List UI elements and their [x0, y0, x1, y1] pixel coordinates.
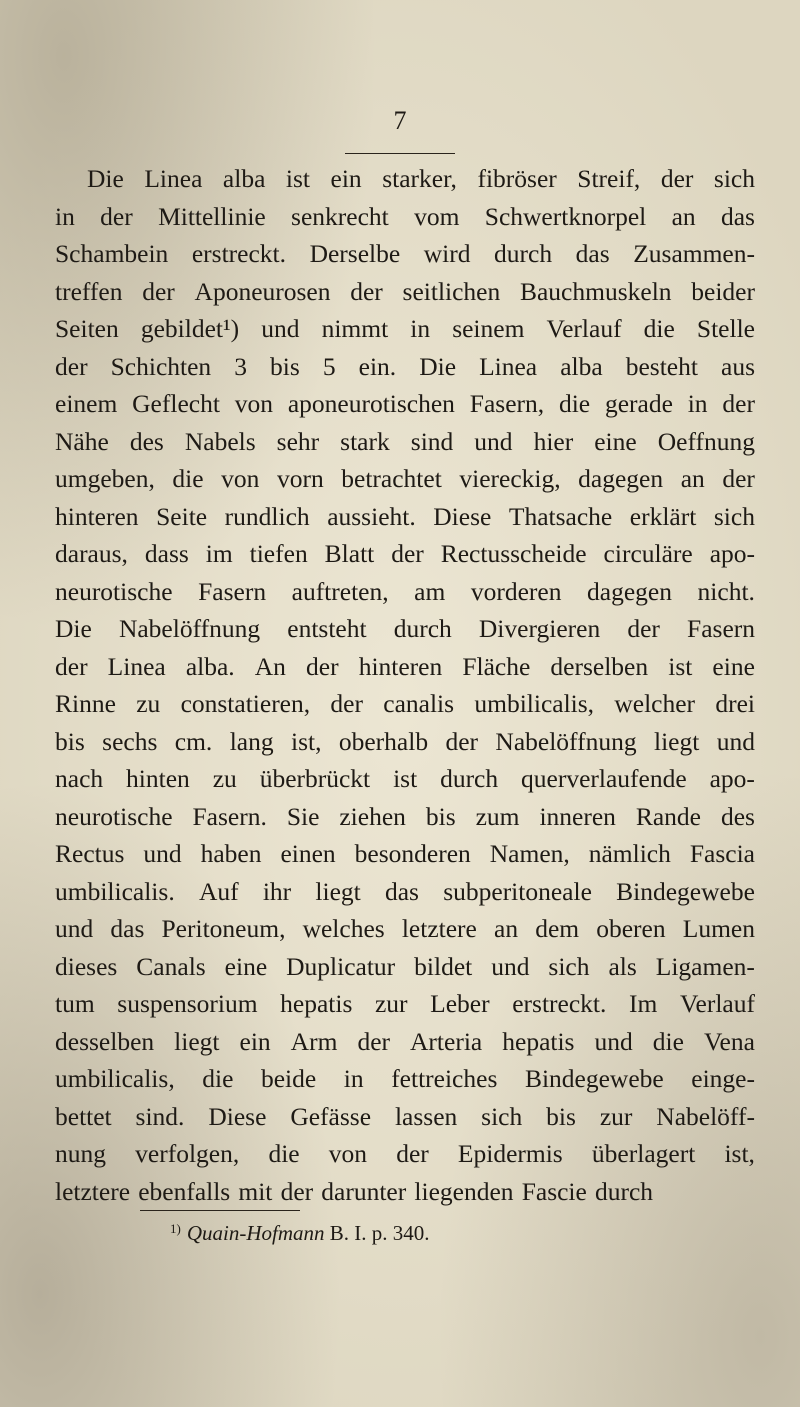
- text-line: Seiten gebildet¹) und nimmt in seinem Verlauf die Stelle: [55, 314, 755, 343]
- footnote-rule: [140, 1210, 300, 1211]
- text-line: Die Linea alba ist ein starker, fibröser Streif, der sich: [87, 164, 755, 193]
- text-line: in der Mittellinie senkrecht vom Schwertknorpel an das: [55, 201, 755, 231]
- text-line: nung verfolgen, die von der Epidermis überlagert ist,: [55, 1139, 755, 1168]
- text-line: umbilicalis, die beide in fettreiches Bindegewebe einge-: [55, 1064, 755, 1093]
- footnote: [170, 1221, 430, 1246]
- page-number: 7: [393, 106, 407, 135]
- text-line: bis sechs cm. lang ist, oberhalb der Nabelöffnung liegt und: [55, 726, 755, 756]
- text-line: neurotische Fasern. Sie ziehen bis zum inneren Rande des: [55, 801, 755, 831]
- text-line: Rinne zu constatieren, der canalis umbilicalis, welcher drei: [55, 689, 755, 718]
- text-line: der Linea alba. An der hinteren Fläche derselben ist eine: [55, 651, 755, 681]
- text-line: treffen der Aponeurosen der seitlichen Bauchmuskeln beider: [55, 276, 755, 306]
- header-rule: [345, 153, 455, 154]
- text-line: letztere ebenfalls mit der darunter liegenden Fascie durch: [55, 1176, 654, 1206]
- text-line: Nähe des Nabels sehr stark sind und hier eine Oeffnung: [55, 426, 755, 456]
- text-line: tum suspensorium hepatis zur Leber erstreckt. Im Verlauf: [55, 989, 755, 1018]
- text-line: Die Nabelöffnung entsteht durch Divergieren der Fasern: [55, 614, 755, 643]
- text-line: dieses Canals eine Duplicatur bildet und sich als Ligamen-: [55, 951, 755, 981]
- text-line: hinteren Seite rundlich aussieht. Diese Thatsache erklärt sich: [55, 501, 755, 531]
- text-line: umbilicalis. Auf ihr liegt das subperitoneale Bindegewebe: [55, 876, 755, 906]
- text-line: neurotische Fasern auftreten, am vorderen dagegen nicht.: [55, 576, 755, 606]
- footnote-reference: B. I. p. 340.: [329, 1221, 430, 1245]
- text-line: umgeben, die von vorn betrachtet viereckig, dagegen an der: [55, 464, 755, 493]
- footnote-author: Quain-Hofmann: [186, 1221, 325, 1245]
- text-line: desselben liegt ein Arm der Arteria hepatis und die Vena: [55, 1026, 755, 1056]
- body-paragraph: [55, 160, 755, 1210]
- footnote-marker: 1): [170, 1221, 181, 1236]
- text-line: der Schichten 3 bis 5 ein. Die Linea alba besteht aus: [55, 351, 755, 381]
- text-line: daraus, dass im tiefen Blatt der Rectusscheide circuläre apo-: [55, 539, 755, 568]
- text-line: und das Peritoneum, welches letztere an dem oberen Lumen: [55, 914, 755, 943]
- text-line: nach hinten zu überbrückt ist durch querverlaufende apo-: [55, 764, 755, 793]
- text-line: bettet sind. Diese Gefässe lassen sich bis zur Nabelöff-: [55, 1101, 755, 1131]
- text-line: Schambein erstreckt. Derselbe wird durch das Zusammen-: [55, 239, 755, 268]
- text-line: einem Geflecht von aponeurotischen Fasern, die gerade in der: [55, 389, 755, 418]
- text-line: Rectus und haben einen besonderen Namen, nämlich Fascia: [55, 839, 755, 868]
